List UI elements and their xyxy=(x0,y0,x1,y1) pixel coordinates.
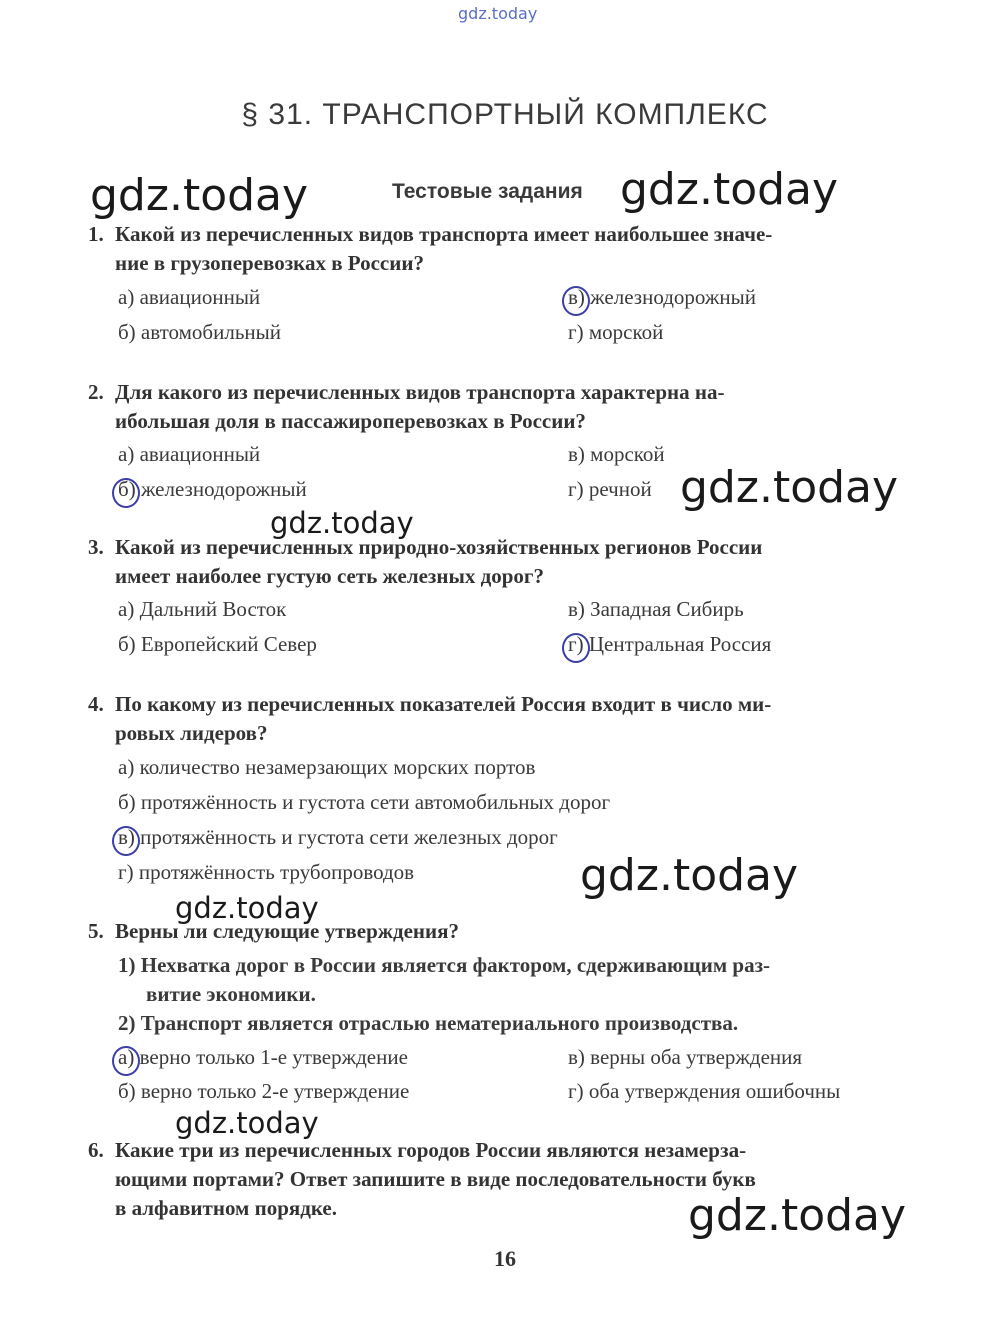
question-number: 4. xyxy=(88,692,104,716)
page-title: § 31. ТРАНСПОРТНЫЙ КОМПЛЕКС xyxy=(241,98,769,131)
watermark-top: gdz.today xyxy=(458,4,538,23)
option-v[interactable]: в) верны оба утверждения xyxy=(568,1045,803,1069)
selected-answer-circle: в xyxy=(568,283,578,312)
question-text: Верны ли следующие утверждения? xyxy=(115,919,459,943)
question-number: 2. xyxy=(88,380,104,404)
option-a[interactable]: а) авиационный xyxy=(118,442,261,466)
question-3 xyxy=(88,533,923,591)
watermark: gdz.today xyxy=(580,850,799,901)
watermark: gdz.today xyxy=(175,1106,319,1140)
option-g[interactable]: г) морской xyxy=(568,320,664,344)
option-text: железнодорожный xyxy=(590,285,756,309)
watermark: gdz.today xyxy=(680,462,899,513)
question-text: Какой из перечисленных природно-хозяйственных регионов России xyxy=(115,535,763,559)
option-text: железнодорожный xyxy=(140,477,307,501)
section-subtitle: Тестовые задания xyxy=(392,180,583,203)
option-b[interactable]: б) автомобильный xyxy=(118,320,281,344)
question-4 xyxy=(88,690,923,748)
selected-answer-circle: в xyxy=(118,823,128,852)
question-text: Для какого из перечисленных видов транспорта характерна на- xyxy=(115,380,725,404)
question-number: 1. xyxy=(88,222,104,246)
question-number: 6. xyxy=(88,1138,104,1162)
selected-answer-circle: г xyxy=(568,630,577,659)
page-number: 16 xyxy=(494,1246,516,1271)
statement-2: 2) Транспорт является отраслью нематериального производства. xyxy=(118,1011,739,1035)
question-text: имеет наиболее густую сеть железных дорог? xyxy=(115,564,544,588)
option-a[interactable]: а) Дальний Восток xyxy=(118,597,287,621)
option-v[interactable]: в) Западная Сибирь xyxy=(568,597,744,621)
option-v[interactable]: в) морской xyxy=(568,442,665,466)
watermark: gdz.today xyxy=(688,1190,907,1241)
watermark: gdz.today xyxy=(175,891,319,925)
question-text: ибольшая доля в пассажироперевозках в России? xyxy=(115,409,586,433)
question-text: ние в грузоперевозках в России? xyxy=(115,251,424,275)
watermark: gdz.today xyxy=(620,164,839,215)
option-g-selected[interactable]: г) Центральная Россия xyxy=(568,630,771,659)
option-text: протяжённость и густота сети железных дорог xyxy=(140,825,558,849)
question-text: в алфавитном порядке. xyxy=(115,1196,338,1220)
option-a[interactable]: а) авиационный xyxy=(118,285,261,309)
option-g[interactable]: г) оба утверждения ошибочны xyxy=(568,1079,841,1103)
statement-1 xyxy=(118,951,918,1009)
option-text: верно только 1-е утверждение xyxy=(139,1045,408,1069)
option-g[interactable]: г) речной xyxy=(568,477,652,501)
question-text: Какие три из перечисленных городов России являются незамерза- xyxy=(115,1138,747,1162)
option-v-selected[interactable]: в) железнодорожный xyxy=(568,283,756,312)
question-text: ровых лидеров? xyxy=(115,721,268,745)
question-1 xyxy=(88,220,923,278)
option-a-selected[interactable]: а) верно только 1-е утверждение xyxy=(118,1043,408,1072)
statement-text: витие экономики. xyxy=(146,982,316,1006)
watermark: gdz.today xyxy=(270,506,414,540)
question-text: ющими портами? Ответ запишите в виде последовательности букв xyxy=(115,1167,756,1191)
question-2 xyxy=(88,378,923,436)
option-b[interactable]: б) верно только 2-е утверждение xyxy=(118,1079,410,1103)
statement-text: 1) Нехватка дорог в России является фактором, сдерживающим раз- xyxy=(118,953,770,977)
question-5 xyxy=(88,917,923,946)
selected-answer-circle: б xyxy=(118,475,129,504)
question-number: 5. xyxy=(88,919,104,943)
question-number: 3. xyxy=(88,535,104,559)
question-6 xyxy=(88,1136,923,1223)
watermark: gdz.today xyxy=(90,170,309,221)
question-text: По какому из перечисленных показателей Россия входит в число ми- xyxy=(115,692,772,716)
option-v-selected[interactable]: в) протяжённость и густота сети железных дорог xyxy=(118,823,558,852)
option-g[interactable]: г) протяжённость трубопроводов xyxy=(118,860,415,884)
option-b[interactable]: б) протяжённость и густота сети автомобильных дорог xyxy=(118,790,611,814)
option-text: Центральная Россия xyxy=(588,632,772,656)
option-b[interactable]: б) Европейский Север xyxy=(118,632,317,656)
option-b-selected[interactable]: б) железнодорожный xyxy=(118,475,307,504)
question-text: Какой из перечисленных видов транспорта имеет наибольшее значе- xyxy=(115,222,773,246)
option-a[interactable]: а) количество незамерзающих морских портов xyxy=(118,755,536,779)
selected-answer-circle: а xyxy=(118,1043,127,1072)
